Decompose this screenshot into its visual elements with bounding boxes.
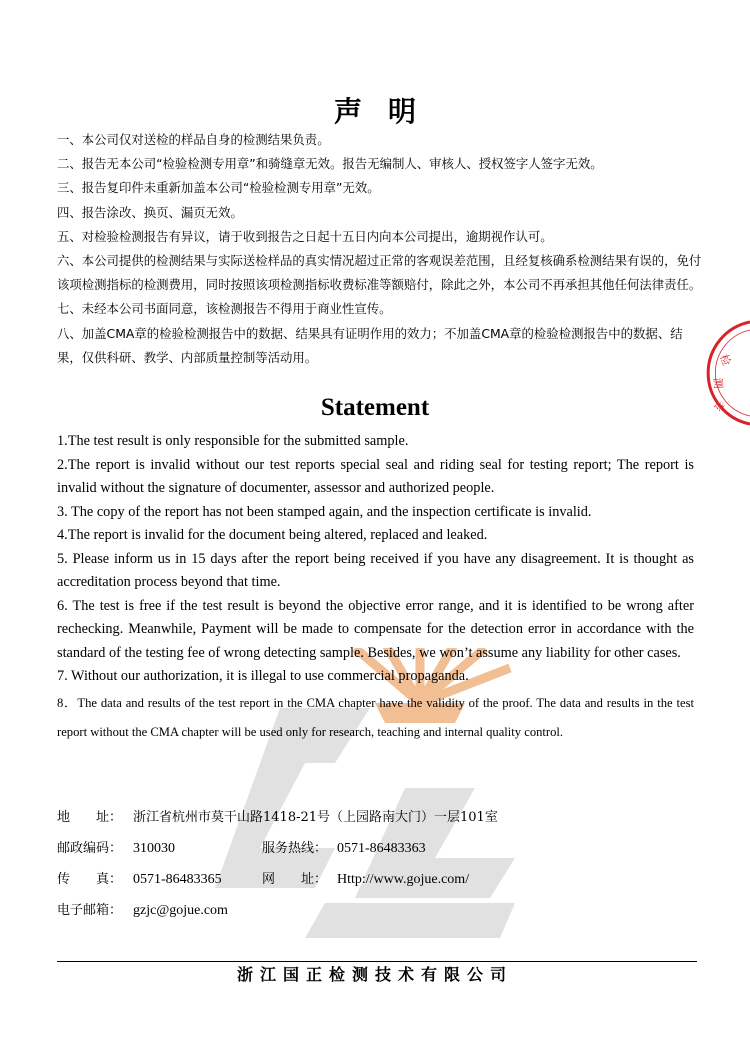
en-item-3: 3. The copy of the report has not been stamped again, and the inspection certificate is invalid. xyxy=(57,503,592,520)
cn-item-1: 一、本公司仅对送检的样品自身的检测结果负责。 xyxy=(57,132,330,147)
website-link[interactable]: Http://www.gojue.com/ xyxy=(337,872,470,887)
postcode-value: 310030 xyxy=(133,841,175,856)
cn-item-5: 五、对检验检测报告有异议，请于收到报告之日起十五日内向本公司提出，逾期视作认可。 xyxy=(57,228,553,244)
address-label: 地 址： xyxy=(57,810,123,825)
hotline-label: 服务热线： xyxy=(262,841,328,856)
cn-item-6: 六、本公司提供的检测结果与实际送检样品的真实情况超过正常的客观误差范围，且经复核确系检测结果有误的，免付该项检测指标的检测费用，同时按照该项检测指标收费标准等额赔付，除此之外，本公司不再承担其他任何法律责任。 xyxy=(57,253,702,293)
chinese-title: 声明 xyxy=(333,95,442,128)
cn-item-2: 二、报告无本公司“检验检测专用章”和骑缝章无效。报告无编制人、审核人、授权签字人签字无效。 xyxy=(57,156,603,172)
cn-item-8: 八、加盖CMA章的检验检测报告中的数据、结果具有证明作用的效力；不加盖CMA章的检验检测报告中的数据、结果，仅供科研、教学、内部质量控制等活动用。 xyxy=(57,325,683,365)
address-row xyxy=(57,802,697,833)
hotline-value: 0571-86483363 xyxy=(337,841,426,856)
svg-text:专: 专 xyxy=(711,399,726,413)
company-name-footer: 浙江国正检测技术有限公司 xyxy=(236,965,513,984)
svg-text:检: 检 xyxy=(717,352,734,368)
email-row xyxy=(57,895,697,926)
english-title: Statement xyxy=(320,394,430,421)
fax-value: 0571-86483365 xyxy=(133,872,222,887)
en-item-8: 8．The data and results of the test report in the CMA chapter have the validity of the proof. The data and results in the test report without the CMA chapter will be used only for research, teaching and internal quality control. xyxy=(57,695,694,739)
fax-web-row xyxy=(57,864,697,895)
en-item-7: 7. Without our authorization, it is illegal to use commercial propaganda. xyxy=(57,668,469,684)
en-item-6: 6. The test is free if the test result is beyond the objective error range, and it is identified to be wrong after rechecking. Meanwhile, Payment will be made to compensate for the detection error in accordance with the standard of the testing fee of wrong detecting sample. Besides, we won’t assume any liability for other cases. xyxy=(57,597,694,661)
en-item-1: 1.The test result is only responsible for the submitted sample. xyxy=(57,433,409,449)
postcode-hotline-row xyxy=(57,833,697,864)
cn-item-3: 三、报告复印件未重新加盖本公司“检验检测专用章”无效。 xyxy=(57,180,380,196)
en-item-4: 4.The report is invalid for the document being altered, replaced and leaked. xyxy=(57,527,488,543)
email-link[interactable]: gzjc@gojue.com xyxy=(133,903,228,918)
address-value: 浙江省杭州市莫干山路1418-21号（上园路南大门）一层101室 xyxy=(133,810,498,825)
english-statement-list xyxy=(57,430,694,747)
cn-item-4: 四、报告涂改、换页、漏页无效。 xyxy=(57,204,243,220)
website-label: 网 址： xyxy=(262,872,328,887)
fax-label: 传 真： xyxy=(57,872,123,887)
svg-text:测: 测 xyxy=(711,377,725,390)
chinese-statement-list xyxy=(57,128,702,370)
contact-info xyxy=(57,802,697,926)
en-item-2: 2.The report is invalid without our test reports special seal and riding seal for testing report; The report is invalid without the signature of documenter, assessor and authorized people. xyxy=(57,456,694,496)
en-item-5: 5. Please inform us in 15 days after the report being received if you have any disagreement. It is thought as accreditation process beyond that time. xyxy=(57,550,694,590)
postcode-label: 邮政编码： xyxy=(57,841,123,856)
cn-item-7: 七、未经本公司书面同意，该检测报告不得用于商业性宣传。 xyxy=(57,301,392,317)
email-label: 电子邮箱： xyxy=(57,903,123,918)
